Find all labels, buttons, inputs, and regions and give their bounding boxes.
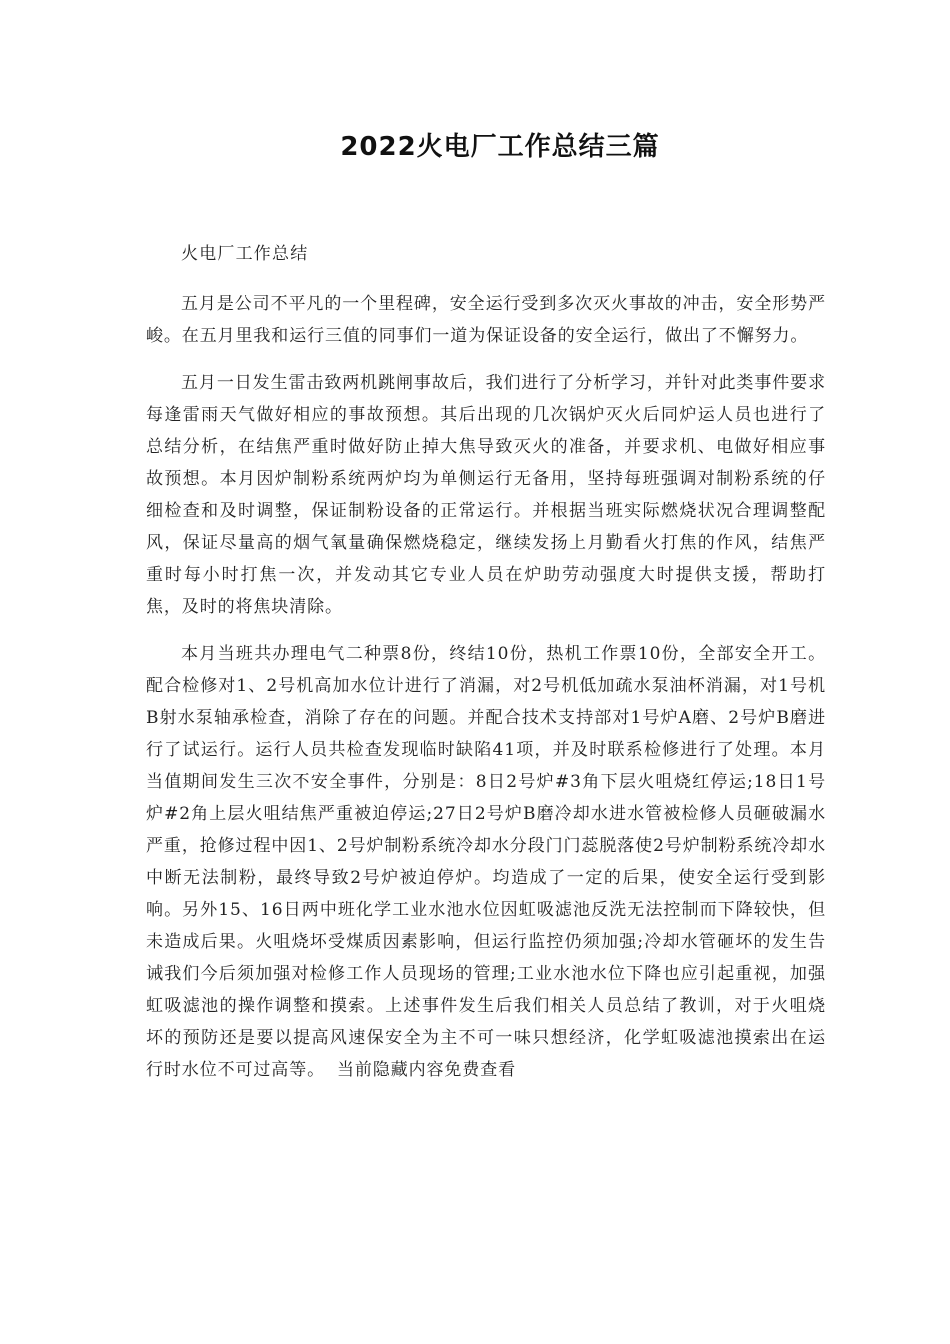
section-heading: 火电厂工作总结 <box>181 244 309 264</box>
document-body <box>146 238 826 1086</box>
paragraph-work-summary <box>146 638 826 1086</box>
paragraph-accident-analysis: 五月一日发生雷击致两机跳闸事故后，我们进行了分析学习，并针对此类事件要求每逢雷雨天气做好相应的事故预想。其后出现的几次锅炉灭火后同炉运人员也进行了总结分析，在结焦严重时做好防止掉大焦导致灭火的准备，并要求机、电做好相应事故预想。本月因炉制粉系统两炉均为单侧运行无备用，坚持每班强调对制粉系统的仔细检查和及时调整，保证制粉设备的正常运行。并根据当班实际燃烧状况合理调整配风，保证尽量高的烟气氧量确保燃烧稳定，继续发扬上月勤看火打焦的作风，结焦严重时每小时打焦一次，并发动其它专业人员在炉助劳动强度大时提供支援，帮助打焦，及时的将焦块清除。 <box>146 373 826 617</box>
hidden-content-link[interactable]: 当前隐藏内容免费查看 <box>337 1060 516 1080</box>
document-title: 2022火电厂工作总结三篇 <box>340 132 660 162</box>
paragraph-intro: 五月是公司不平凡的一个里程碑，安全运行受到多次灭火事故的冲击，安全形势严峻。在五月里我和运行三值的同事们一道为保证设备的安全运行，做出了不懈努力。 <box>146 294 826 346</box>
paragraph-work-summary-text: 本月当班共办理电气二种票8份，终结10份，热机工作票10份，全部安全开工。配合检修对1、2号机高加水位计进行了消漏，对2号机低加疏水泵油杯消漏，对1号机B射水泵轴承检查，消除了存在的问题。并配合技术支持部对1号炉A磨、2号炉B磨进行了试运行。运行人员共检查发现临时缺陷41项，并及时联系检修进行了处理。本月当值期间发生三次不安全事件，分别是：8日2号炉#3角下层火咀烧红停运;18日1号炉#2角上层火咀结焦严重被迫停运;27日2号炉B磨冷却水进水管被检修人员砸破漏水严重，抢修过程中因1、2号炉制粉系统冷却水分段门门蕊脱落使2号炉制粉系统冷却水中断无法制粉，最终导致2号炉被迫停炉。均造成了一定的后果，使安全运行受到影响。另外15、16日两中班化学工业水池水位因虹吸滤池反洗无法控制而下降较快，但未造成后果。火咀烧坏受煤质因素影响，但运行监控仍须加强;冷却水管砸坏的发生告诫我们今后须加强对检修工作人员现场的管理;工业水池水位下降也应引起重视，加强虹吸滤池的操作调整和摸索。上述事件发生后我们相关人员总结了教训，对于火咀烧坏的预防还是要以提高风速保安全为主不可一味只想经济，化学虹吸滤池摸索出在运行时水位不可过高等。 <box>146 644 826 1080</box>
